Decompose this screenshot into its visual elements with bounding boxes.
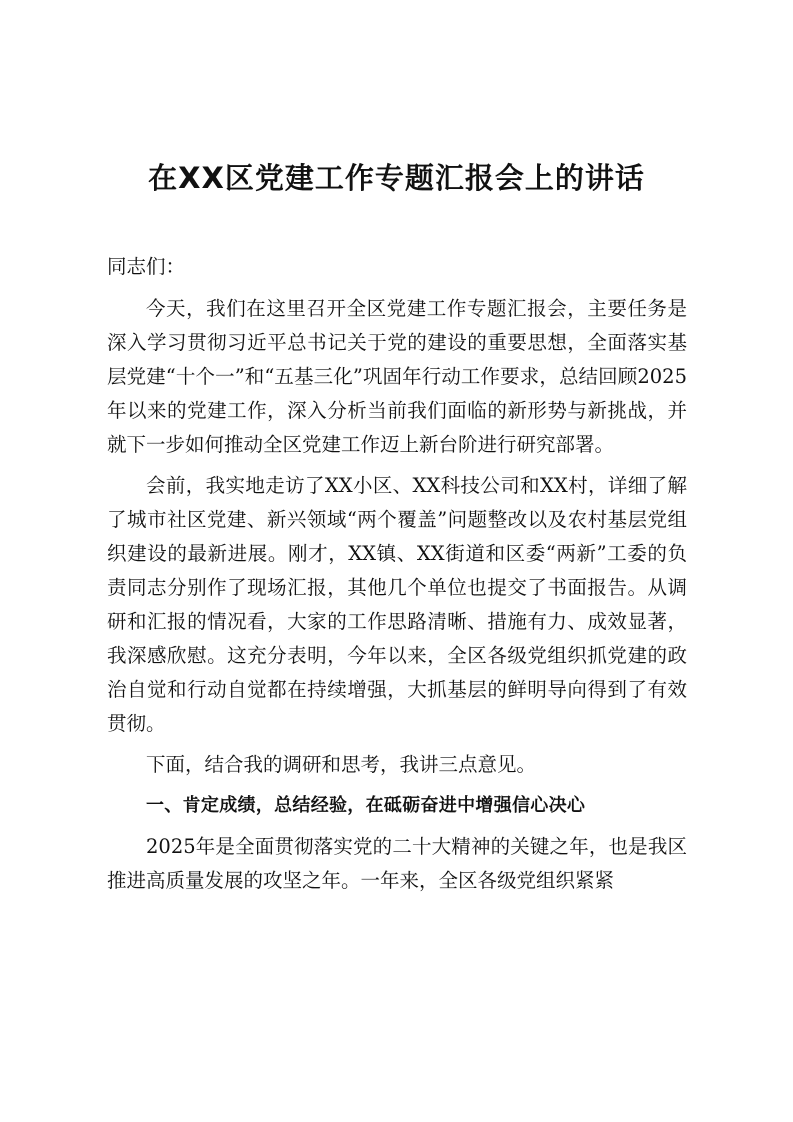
document-body bbox=[107, 250, 687, 905]
greeting: 同志们： bbox=[107, 255, 186, 278]
paragraph-transition: 下面，结合我的调研和思考，我讲三点意见。 bbox=[146, 753, 537, 776]
paragraph-section-one: 2025年是全面贯彻落实党的二十大精神的关键之年，也是我区推进高质量发展的攻坚之年。一年来，全区各级党组织紧紧 bbox=[107, 835, 687, 892]
page-title: 在XX区党建工作专题汇报会上的讲话 bbox=[148, 161, 645, 195]
section-heading: 一、肯定成绩，总结经验，在砥砺奋进中增强信心决心 bbox=[146, 795, 586, 816]
paragraph-intro: 今天，我们在这里召开全区党建工作专题汇报会，主要任务是深入学习贯彻习近平总书记关于党的建设的重要思想，全面落实基层党建“十个一”和“五基三化”巩固年行动工作要求，总结回顾2025年以来的党建工作，深入分析当前我们面临的新形势与新挑战，并就下一步如何推动全区党建工作迈上新台阶进行研究部署。 bbox=[107, 297, 687, 456]
paragraph-visit: 会前，我实地走访了XX小区、XX科技公司和XX村，详细了解了城市社区党建、新兴领域“两个覆盖”问题整改以及农村基层党组织建设的最新进展。刚才，XX镇、XX街道和区委“两新”工委的负责同志分别作了现场汇报，其他几个单位也提交了书面报告。从调研和汇报的情况看，大家的工作思路清晰、措施有力、成效显著，我深感欣慰。这充分表明，今年以来，全区各级党组织抓党建的政治自觉和行动自觉都在持续增强，大抓基层的鲜明导向得到了有效贯彻。 bbox=[107, 474, 687, 735]
